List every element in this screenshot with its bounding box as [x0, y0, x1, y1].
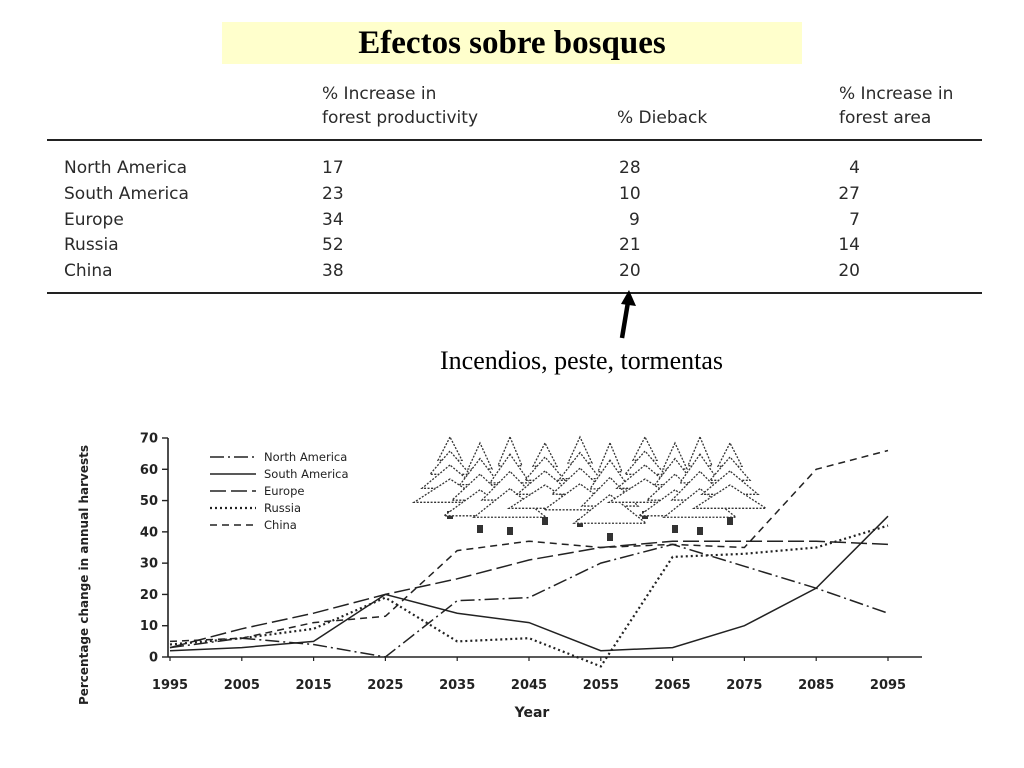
region-cell: China	[64, 261, 113, 281]
chart-legend	[210, 450, 349, 532]
productivity-cell: 17	[322, 158, 344, 178]
legend-label: South America	[264, 467, 349, 481]
y-tick-label: 70	[139, 431, 158, 447]
x-tick-label: 2035	[439, 678, 476, 693]
y-tick-label: 10	[139, 619, 158, 635]
x-tick-label: 2075	[726, 678, 763, 693]
legend-label: Europe	[264, 484, 305, 498]
table-bottom-rule	[47, 292, 982, 294]
x-tick-label: 2005	[223, 678, 260, 693]
area-cell: 7	[849, 210, 860, 230]
arrow-up-icon	[610, 290, 640, 342]
series-line	[170, 541, 888, 647]
region-cell: Europe	[64, 210, 124, 230]
region-cell: North America	[64, 158, 188, 178]
productivity-cell: 38	[322, 261, 344, 281]
x-tick-label: 2085	[798, 678, 835, 693]
header-area-line1: % Increase in	[839, 84, 954, 104]
header-productivity	[322, 82, 478, 130]
area-cell: 27	[838, 184, 860, 204]
dieback-cell: 21	[619, 235, 641, 255]
y-tick-label: 40	[139, 525, 158, 541]
x-tick-label: 2045	[510, 678, 548, 693]
table-top-rule	[47, 139, 982, 141]
y-tick-label: 30	[139, 556, 158, 572]
legend-label: Russia	[264, 501, 301, 515]
series-line	[170, 526, 888, 667]
area-cell: 4	[849, 158, 860, 178]
productivity-cell: 23	[322, 184, 344, 204]
dieback-cell: 9	[629, 210, 640, 230]
area-cell: 14	[838, 235, 860, 255]
legend-label: North America	[264, 450, 348, 464]
header-dieback	[617, 106, 707, 130]
x-tick-label: 2065	[654, 678, 691, 693]
header-dieback-label: % Dieback	[617, 108, 708, 128]
series-line	[170, 544, 888, 657]
x-axis-label: Year	[514, 705, 550, 721]
region-cell: South America	[64, 184, 189, 204]
x-tick-label: 2095	[869, 678, 907, 693]
dieback-cell: 10	[619, 184, 641, 204]
header-productivity-line2: forest productivity	[322, 108, 479, 128]
x-tick-label: 2015	[295, 678, 332, 693]
region-cell: Russia	[64, 235, 119, 255]
dieback-cell: 28	[619, 158, 641, 178]
area-cell: 20	[838, 261, 860, 281]
y-tick-label: 60	[139, 462, 158, 478]
legend-label: China	[264, 518, 297, 532]
y-tick-label: 50	[139, 494, 158, 510]
x-tick-label: 2025	[367, 678, 404, 693]
y-axis-label: Percentage change in annual harvests	[77, 444, 91, 706]
x-tick-label: 1995	[151, 678, 189, 693]
header-productivity-line1: % Increase in	[322, 84, 437, 104]
y-tick-label: 20	[139, 587, 158, 603]
productivity-cell: 34	[322, 210, 344, 230]
header-area-line2: forest area	[839, 108, 932, 128]
trees-illustration	[414, 437, 766, 541]
productivity-cell: 52	[322, 235, 344, 255]
dieback-cell: 20	[619, 261, 641, 281]
slide-title: Efectos sobre bosques	[358, 24, 666, 61]
annotation-text: Incendios, peste, tormentas	[440, 346, 724, 375]
harvest-line-chart	[60, 425, 940, 725]
y-tick-label: 0	[148, 650, 158, 666]
slide-title-box	[222, 22, 802, 64]
header-area	[839, 82, 953, 130]
x-tick-label: 2055	[582, 678, 619, 693]
